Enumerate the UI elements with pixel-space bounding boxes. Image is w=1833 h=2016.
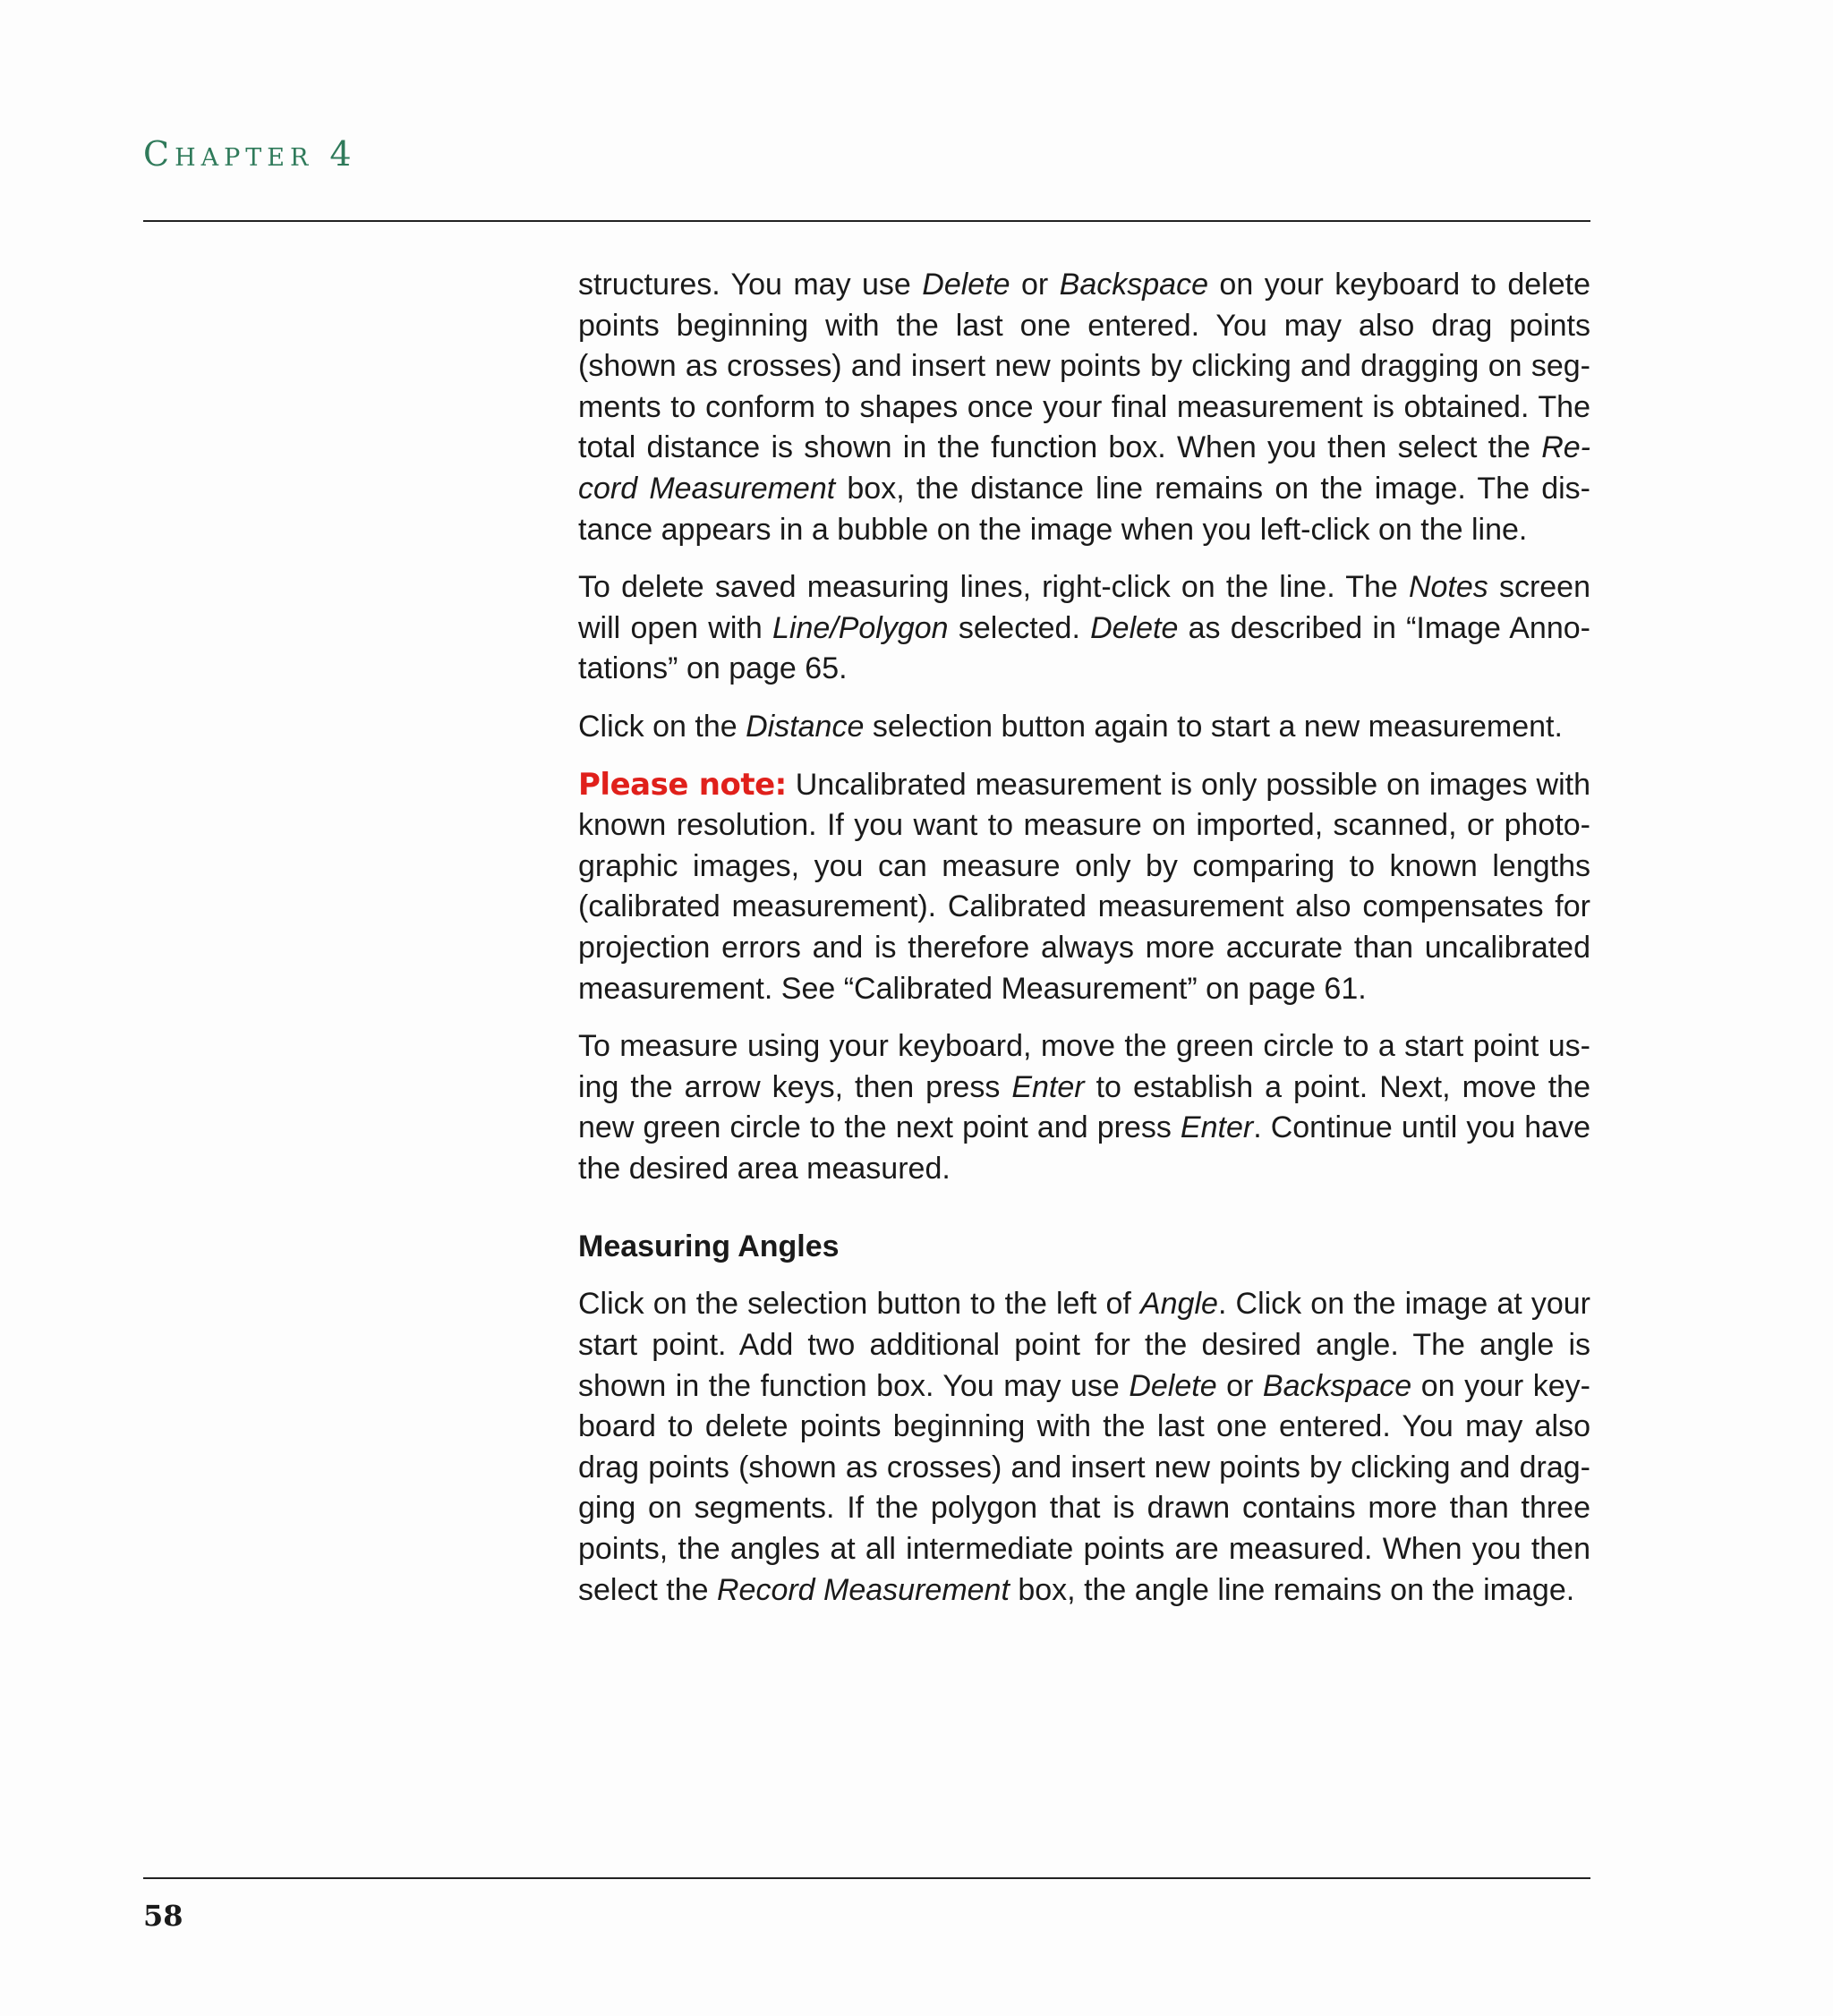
body-text (578, 265, 1590, 1628)
page-number: 58 (143, 1899, 183, 1933)
header-rule (143, 220, 1590, 222)
paragraph-angles: Click on the selection button to the left of Angle. Click on the image at your start point. Add two additional point for the desired angle. The angle is shown in the function box. You may use Delete or Backspace on your keyboard to delete points beginning with the last one entered. You may also drag points (shown as crosses) and insert new points by clicking and dragging on segments. If the polygon that is drawn contains more than three points, the angles at all intermediate points are measured. When you then select the Record Measurement box, the angle line remains on the image. (578, 1287, 1591, 1607)
paragraph-new-measurement: Click on the Distance selection button again to start a new measurement. (578, 709, 1563, 744)
section-heading-measuring-angles: Measuring Angles (578, 1229, 840, 1264)
paragraph-distance-points: structures. You may use Delete or Backspace on your keyboard to delete points beginning with the last one entered. You may also drag points (shown as crosses) and insert new points by clicking and dragging on segments to conform to shapes once your final measurement is obtained. The total distance is shown in the function box. When you then select the Record Measurement box, the distance line remains on the image. The distance appears in a bubble on the image when you left-click on the line. (578, 268, 1591, 547)
note-label: Please note: (578, 766, 787, 803)
paragraph-keyboard-measure: To measure using your keyboard, move the green circle to a start point using the arrow keys, then press Enter to establish a point. Next, move the new green circle to the next point and press Enter. Continue until you have the desired area measured. (578, 1029, 1590, 1186)
chapter-header: Chapter 4 (143, 134, 357, 174)
paragraph-please-note: Please note: Uncalibrated measurement is only possible on images with known resolution. If you want to measure on imported, scanned, or photographic images, you can measure only by comparing to known lengths (calibrated measurement). Calibrated measurement also compensates for projection errors and is therefore always more accurate than uncalibrated measurement. See “Calibrated Measurement” on page 61. (578, 766, 1590, 1006)
footer-rule (143, 1877, 1590, 1879)
paragraph-delete-lines: To delete saved measuring lines, right-click on the line. The Notes screen will open with Line/Polygon selected. Delete as described in “Image Annotations” on page 65. (578, 570, 1590, 686)
